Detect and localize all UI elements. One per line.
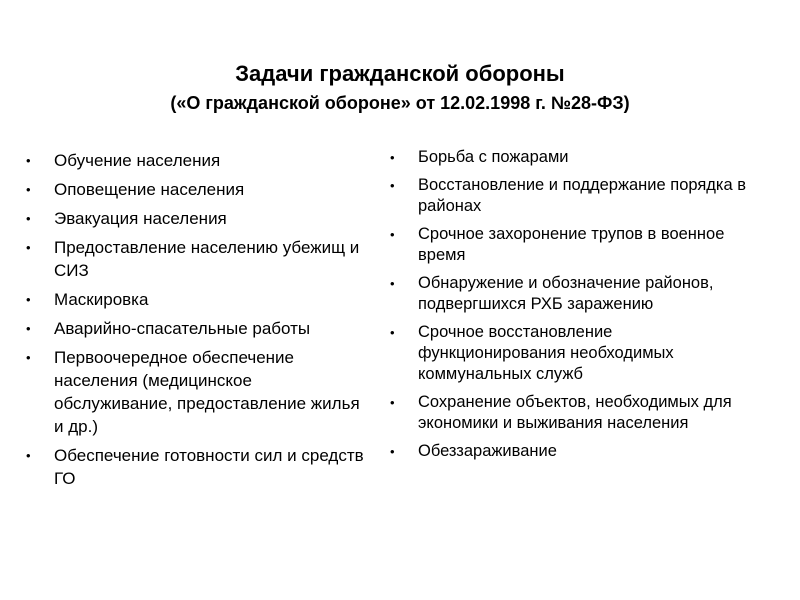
bullet-icon: • (390, 227, 395, 242)
bullet-icon: • (390, 444, 395, 459)
list-item-text: Восстановление и поддержание порядка в районах (418, 176, 747, 215)
slide-subtitle: («О гражданской обороне» от 12.02.1998 г. №28-ФЗ) (170, 93, 630, 113)
list-item (390, 392, 750, 434)
left-task-list (26, 149, 366, 496)
right-task-list (390, 147, 750, 469)
bullet-icon: • (390, 395, 395, 410)
list-item (390, 147, 750, 168)
list-item-text: Маскировка (54, 290, 149, 309)
list-item-text: Срочное захоронение трупов в военное время (418, 225, 725, 264)
list-item (26, 317, 366, 340)
list-item (26, 444, 366, 490)
list-item-text: Обучение населения (54, 151, 221, 170)
list-item-text: Борьба с пожарами (418, 148, 569, 166)
bullet-icon: • (390, 150, 395, 165)
bullet-icon: • (390, 276, 395, 291)
list-item (26, 346, 366, 438)
list-item (390, 175, 750, 217)
list-item-text: Сохранение объектов, необходимых для экономики и выживания населения (418, 393, 732, 432)
bullet-icon: • (26, 182, 31, 197)
bullet-icon: • (26, 153, 31, 168)
bullet-icon: • (26, 292, 31, 307)
bullet-icon: • (26, 448, 31, 463)
title-block (0, 60, 800, 114)
list-item-text: Первоочередное обеспечение населения (медицинское обслуживание, предоставление жилья и др.) (54, 348, 360, 436)
slide-title: Задачи гражданской обороны (235, 61, 565, 86)
bullet-icon: • (26, 321, 31, 336)
list-item (26, 149, 366, 172)
list-item-text: Срочное восстановление функционирования необходимых коммунальных служб (418, 323, 674, 383)
bullet-icon: • (390, 178, 395, 193)
list-item-text: Обеспечение готовности сил и средств ГО (54, 446, 364, 488)
list-item (390, 322, 750, 385)
list-item-text: Предоставление населению убежищ и СИЗ (54, 238, 360, 280)
list-item (26, 236, 366, 282)
list-item (26, 207, 366, 230)
list-item (390, 224, 750, 266)
list-item (390, 441, 750, 462)
list-item (26, 288, 366, 311)
list-item-text: Обеззараживание (418, 442, 557, 460)
list-item (390, 273, 750, 315)
bullet-icon: • (26, 350, 31, 365)
bullet-icon: • (26, 211, 31, 226)
list-item-text: Эвакуация населения (54, 209, 227, 228)
bullet-icon: • (390, 325, 395, 340)
list-item-text: Обнаружение и обозначение районов, подвергшихся РХБ заражению (418, 274, 714, 313)
list-item-text: Аварийно-спасательные работы (54, 319, 311, 338)
list-item (26, 178, 366, 201)
bullet-icon: • (26, 240, 31, 255)
list-item-text: Оповещение населения (54, 180, 245, 199)
